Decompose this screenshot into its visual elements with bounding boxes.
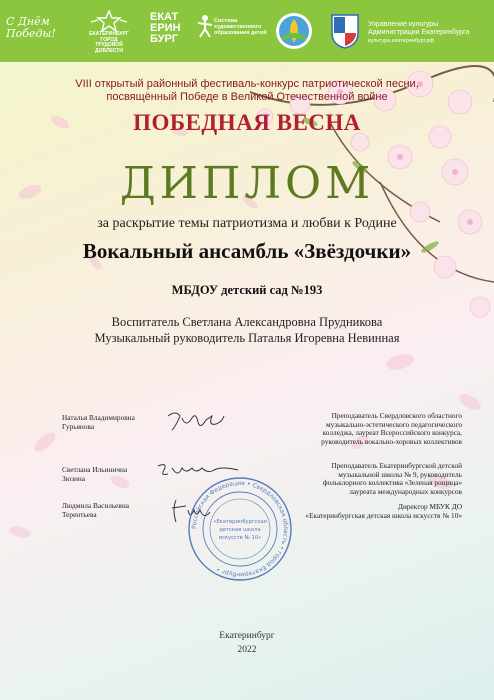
- festival-description-line2: посвящённый Победе в Великой Отечественной войне: [106, 91, 388, 103]
- jury-member-name: Наталья Владимировна Гурьянова: [62, 413, 135, 431]
- handwritten-signature: [162, 408, 242, 436]
- stamp-center-line: искусств № 10»: [218, 535, 262, 541]
- stamp-center-line: «Екатеринбургская: [213, 519, 267, 525]
- star-icon: [91, 10, 127, 32]
- round-emblem-icon: [274, 11, 314, 51]
- award-reason: за раскрытие темы патриотизма и любви к Родине: [97, 216, 397, 231]
- music-director-line: Музыкальный руководитель Паталья Игоревна Невинная: [94, 331, 400, 345]
- stamp-center-line: детская школа: [219, 527, 261, 533]
- jury-member-description: Преподаватель Екатеринбургской детской музыкальной школы № 9, руководитель фольклорного коллектива «Зеленая рощица» лауреата международных конкурсов: [322, 461, 462, 496]
- victory-day-script: С Днём Победы!: [6, 15, 56, 40]
- festival-name: ПОБЕДНАЯ ВЕСНА: [133, 110, 361, 135]
- institution-name: МБДОУ детский сад №193: [171, 283, 323, 297]
- stamp-ring-text: Российская Федерация • Свердловская область • город Екатеринбург •: [190, 479, 290, 579]
- culture-department-logo: Управление культуры Администрации Екатеринбурга культура.екатеринбург.рф: [368, 21, 470, 44]
- city: Екатеринбург: [219, 631, 275, 641]
- festival-description-line1: VIII открытый районный фестиваль-конкурс патриотической песни,: [75, 78, 419, 90]
- labor-valor-logo: ЕКАТЕРИНБУРГ ГОРОД ТРУДОВОЙ ДОБЛЕСТИ: [86, 10, 132, 54]
- director-name: Людмила Васильевна Терентьева: [62, 501, 130, 519]
- logo-header: С Днём Победы! ЕКАТЕРИНБУРГ ГОРОД ТРУДОВОЙ ДОБЛЕСТИ ЕКАТ ЕРИН БУРГ Система художественного образования детей Управление культуры Администрации Екатеринбурга культура.екатеринбург.рф: [0, 0, 494, 62]
- jury-member-description: Преподаватель Свердловского областного музыкально-эстетического педагогического колледжа, лауреат Всероссийского конкурса, руководитель вокально-хоровых коллективов: [321, 411, 462, 446]
- year: 2022: [237, 645, 257, 655]
- jury-member-name: Светлана Ильинична Зюзина: [62, 465, 128, 483]
- official-stamp: [186, 475, 294, 583]
- ekaterinburg-logo: ЕКАТ ЕРИН БУРГ: [150, 11, 181, 45]
- teachers-block: [0, 314, 494, 346]
- diploma-title: ДИПЛОМ: [119, 158, 375, 209]
- teacher-line: Воспитатель Светлана Александровна Прудникова: [111, 315, 383, 329]
- ensemble-name: Вокальный ансамбль «Звёздочки»: [82, 239, 412, 263]
- city-coat-of-arms-icon: [330, 13, 360, 49]
- director-description: Директор МБУК ДО «Екатеринбургская детская школа искусств № 10»: [305, 502, 462, 520]
- dancer-icon: [196, 14, 214, 38]
